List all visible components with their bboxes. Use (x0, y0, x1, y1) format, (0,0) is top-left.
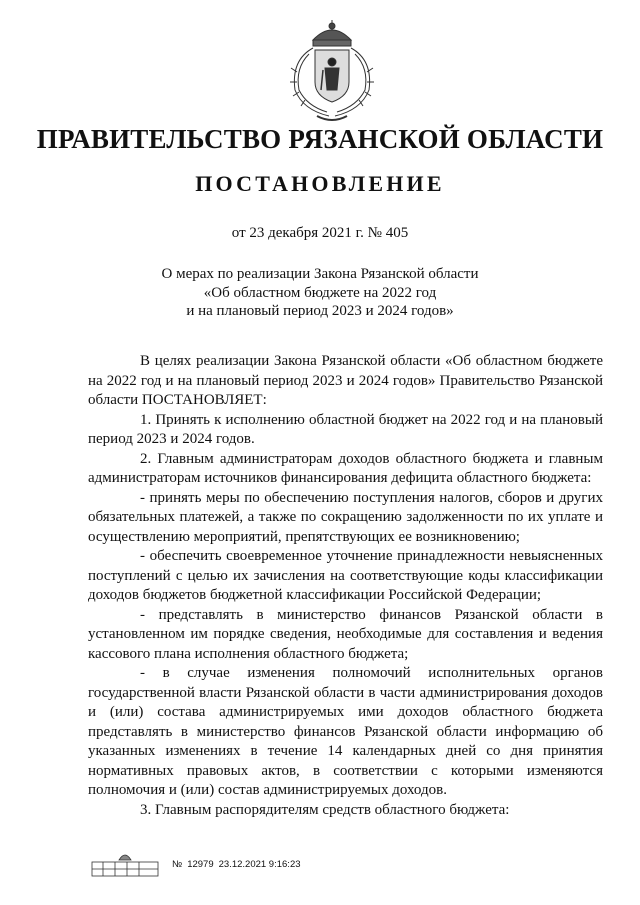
subject-line: и на плановый период 2023 и 2024 годов» (186, 303, 454, 319)
body-paragraph: 2. Главным администраторам доходов областного бюджета и главным администраторам источников финансирования дефицита областного бюджета: (88, 450, 603, 486)
registration-number: 12979 (187, 859, 214, 870)
body-paragraph: - обеспечить своевременное уточнение принадлежности невыясненных поступлений с целью их зачисления на соответствующие коды классификации доходов бюджетов бюджетной классификации Российской Федерации; (88, 548, 603, 603)
registration-stamp-icon (91, 850, 159, 878)
registration-datetime: 23.12.2021 9:16:23 (218, 859, 301, 870)
body-paragraph: В целях реализации Закона Рязанской области «Об областном бюджете на 2022 год и на плановый период 2023 и 2024 годов» Правительство Рязанской области ПОСТАНОВЛЯЕТ: (88, 353, 603, 408)
document-body (88, 352, 603, 820)
document-date-number: от 23 декабря 2021 г. № 405 (231, 225, 409, 241)
document-type: ПОСТАНОВЛЕНИЕ (195, 171, 445, 196)
body-paragraph: 1. Принять к исполнению областной бюджет на 2022 год и на плановый период 2023 и 2024 годов. (88, 411, 603, 447)
body-paragraph: 3. Главным распорядителям средств областного бюджета: (140, 801, 510, 818)
body-paragraph: - в случае изменения полномочий исполнительных органов государственной власти Рязанской области в части администрирования доходов и (или) состава администрируемых ими доходов областного бюджета представлять в министерство финансов Рязанской области информацию об указанных изменениях в течение 14 календарных дней со дня принятия нормативных правовых актов, в соответствии с которыми изменяются полномочия и (или) состав администрируемых доходов. (88, 665, 603, 798)
registration-info (172, 859, 301, 870)
coat-of-arms-icon (283, 20, 381, 124)
document-subject (150, 265, 490, 321)
body-paragraph: - представлять в министерство финансов Рязанской области в установленном им порядке сведения, необходимые для составления и ведения кассового плана исполнения областного бюджета; (88, 606, 603, 662)
subject-line: «Об областном бюджете на 2022 год (203, 284, 437, 301)
government-name: ПРАВИТЕЛЬСТВО РЯЗАНСКОЙ ОБЛАСТИ (36, 124, 604, 154)
body-paragraph: - принять меры по обеспечению поступления налогов, сборов и других обязательных платежей, а также по сокращению задолженности по их уплате и осуществлению мероприятий, препятствующих ее возникновению; (88, 489, 603, 545)
registration-mark: № (172, 859, 183, 870)
subject-line: О мерах по реализации Закона Рязанской области (161, 266, 479, 282)
